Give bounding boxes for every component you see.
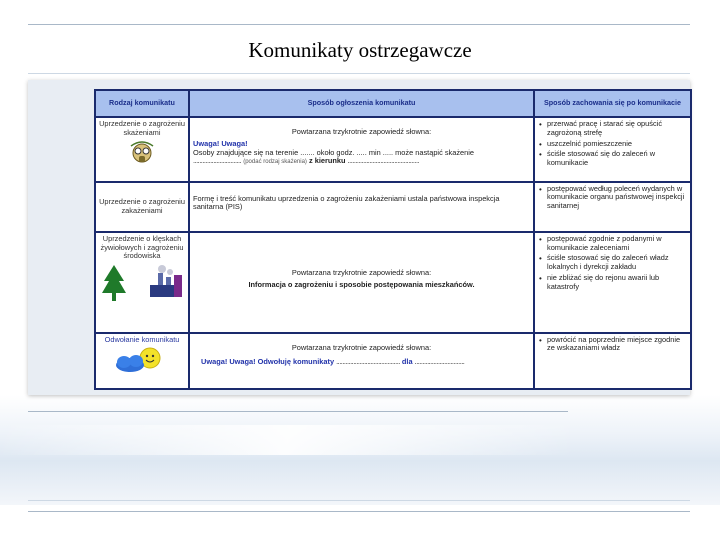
warning-messages-table [94, 89, 692, 390]
announcement-line: Osoby znajdujące się na terenie ....... około godz. ..... min ..... może nastąpić skażenie [193, 147, 474, 157]
behavior-item: • postępować zgodnie z podanymi w komunikacie zaleceniami [547, 235, 687, 252]
row-method-cell [189, 117, 534, 181]
behavior-item: • postępować według poleceń wydanych w komunikacie organu państwowej inspekcji sanitarnej [547, 185, 687, 211]
table-row [95, 117, 691, 181]
table-header-row [95, 90, 691, 117]
behavior-item: • uszczelnić pomieszczenie [547, 140, 687, 149]
row-type-cell [95, 182, 189, 232]
alert-text: Uwaga! Uwaga! [193, 138, 248, 148]
contamination-type-note: (podać rodzaj skażenia) [243, 159, 307, 166]
top-rule [28, 24, 690, 25]
dots-tail: .............................................. [347, 156, 420, 166]
header-behavior: Sposób zachowania się po komunikacie [534, 90, 691, 117]
behavior-item: • powrócić na poprzednie miejsce zgodnie ze wskazaniami władz [547, 336, 687, 353]
announcement-line-2 [193, 157, 530, 166]
row-behavior-cell [534, 117, 691, 181]
method-text: Formę i treść komunikatu uprzedzenia o zagrożeniu zakażeniami ustala państwowa inspekcja sanitarna (PIS) [193, 193, 500, 212]
info-text: Informacja o zagrożeniu i sposobie postępowania mieszkańców. [248, 279, 475, 289]
cancel-text: Uwaga! Uwaga! Odwołuję komunikaty [201, 357, 335, 367]
row-method-cell [189, 182, 534, 232]
sun-cloud-icon [112, 346, 172, 374]
row-behavior-cell [534, 232, 691, 333]
row-type-label: Uprzedzenie o klęskach żywiołowych i zagrożeniu środowiska [100, 233, 184, 261]
tree-factory-icon [100, 263, 184, 303]
header-type: Rodzaj komunikatu [95, 90, 189, 117]
behavior-item: • ściśle stosować się do zaleceń w komunikacie [547, 150, 687, 167]
dots: ............................... [193, 156, 242, 166]
dots: ......................................... [336, 357, 400, 367]
behavior-item: • przerwać pracę i starać się opuścić zagrożoną strefę [547, 120, 687, 137]
repeat-text: Powtarzana trzykrotnie zapowiedź słowna: [291, 127, 432, 137]
header-method: Sposób ogłoszenia komunikatu [189, 90, 534, 117]
slide-title: Komunikaty ostrzegawcze [248, 38, 472, 62]
bottom-rule-3 [28, 511, 690, 512]
row-type-cell [95, 333, 189, 389]
cancel-line [193, 358, 530, 367]
row-type-label: Odwołanie komunikatu [104, 334, 180, 344]
title-underline [28, 73, 690, 74]
repeat-text: Powtarzana trzykrotnie zapowiedź słowna: [291, 342, 432, 352]
for-label: dla [401, 357, 413, 367]
behavior-item: • nie zbliżać się do rejonu awarii lub katastrofy [547, 274, 687, 291]
row-type-label: Uprzedzenie o zagrożeniu zakażeniami [99, 197, 185, 215]
row-method-cell [189, 232, 534, 333]
repeat-text: Powtarzana trzykrotnie zapowiedź słowna: [291, 267, 432, 277]
direction-label: z kierunku [308, 156, 346, 166]
row-method-cell [189, 333, 534, 389]
gas-mask-icon [127, 140, 157, 164]
dots-tail: ................................ [414, 357, 465, 367]
table-row [95, 232, 691, 333]
row-type-label: Uprzedzenie o zagrożeniu skażeniami [99, 119, 185, 137]
table-row [95, 182, 691, 232]
row-behavior-cell [534, 333, 691, 389]
bottom-rule-2 [28, 500, 690, 501]
bottom-rule-1 [28, 411, 568, 412]
row-type-cell [95, 232, 189, 333]
table-row [95, 333, 691, 389]
behavior-item: • ściśle stosować się do zaleceń władz lokalnych i dyrekcji zakładu [547, 254, 687, 271]
row-behavior-cell [534, 182, 691, 232]
row-type-cell [95, 117, 189, 181]
